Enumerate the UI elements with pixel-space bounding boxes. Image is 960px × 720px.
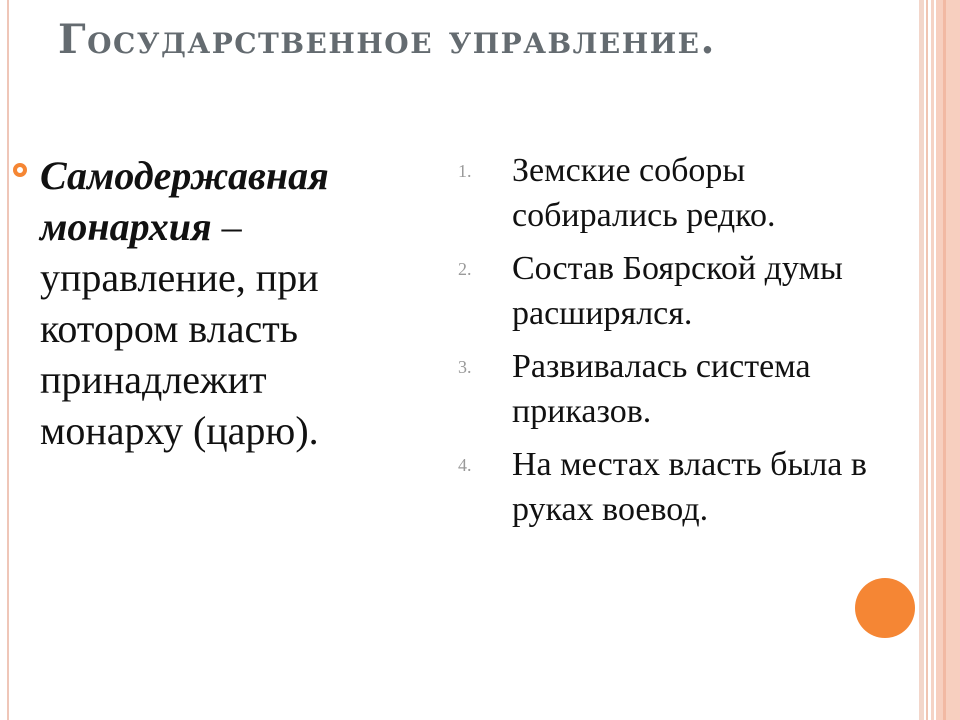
numbered-list [456,148,906,540]
right-decor-stripe [936,0,960,720]
list-item [456,148,906,238]
list-item-text: Земские соборы собирались редко. [512,152,776,234]
list-number: 1. [458,161,472,181]
right-decor-stripe [926,0,928,720]
list-item [456,344,906,434]
right-decor-stripe [931,0,934,720]
left-border-line [7,0,9,720]
list-item [456,246,906,336]
list-item-text: Состав Боярской думы расширялся. [512,250,843,332]
circle-bullet-icon [13,163,27,177]
definition-term: Самодержавная монархия [40,153,329,249]
list-item [456,442,906,532]
right-decor-stripe [943,0,946,720]
list-number: 4. [458,455,472,475]
orange-circle-decoration [855,578,915,638]
definition-paragraph [40,150,390,456]
list-item-text: На местах власть была в руках воевод. [512,446,867,528]
list-number: 2. [458,259,472,279]
right-decor-stripe [919,0,924,720]
definition-text: – управление, при котором власть принадлежит монарху (царю). [40,204,319,453]
slide-title: Государственное управление. [58,16,716,63]
list-item-text: Развивалась система приказов. [512,348,811,430]
list-number: 3. [458,357,472,377]
